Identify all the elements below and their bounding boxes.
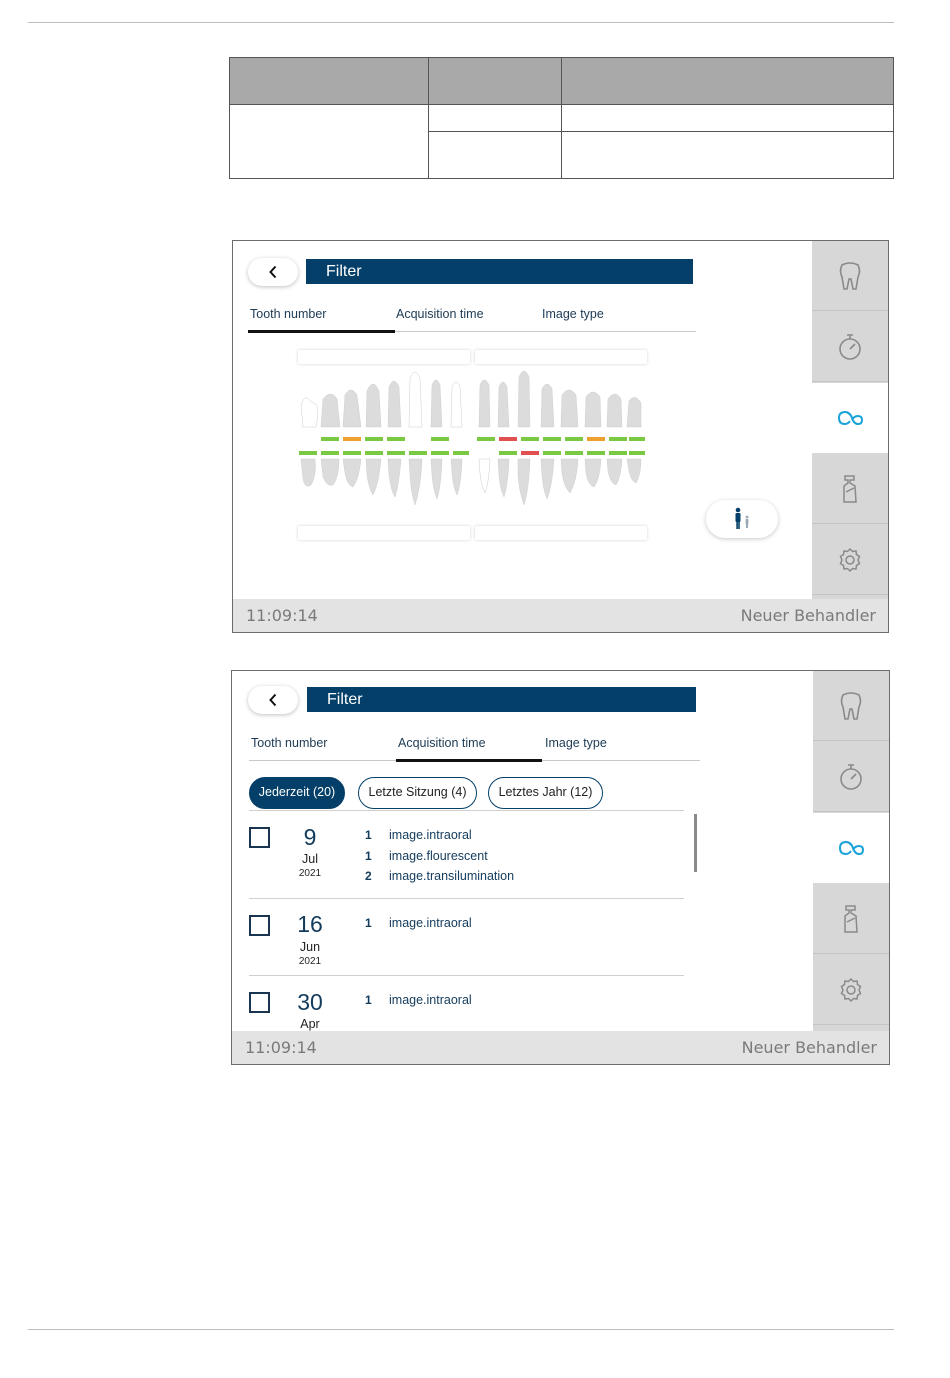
image-type: image.intraoral (389, 828, 472, 842)
tab-tooth-number[interactable]: Tooth number (251, 736, 328, 750)
table-cell (230, 105, 429, 179)
image-type: image.transilumination (389, 869, 515, 883)
image-count: 1 (365, 828, 372, 842)
rail-item-spray[interactable] (812, 454, 888, 524)
infinity-icon (837, 403, 863, 433)
tab-acquisition-time[interactable]: Acquisition time (396, 731, 542, 762)
table-row (230, 105, 894, 132)
back-button[interactable] (248, 686, 298, 714)
lower-teeth (301, 459, 641, 505)
entry-year: 2021 (298, 868, 322, 879)
chip-last-session[interactable]: Letzte Sitzung (4) (358, 777, 477, 809)
status-bar (233, 599, 888, 632)
lower-right-quadrant-bar[interactable] (475, 526, 647, 540)
filter-tabs (248, 302, 696, 332)
tab-image-type[interactable]: Image type (545, 736, 607, 750)
list-divider (249, 810, 684, 811)
tooth-icon (837, 261, 863, 291)
rail-item-infinity[interactable] (813, 813, 889, 883)
spray-bottle-icon (837, 474, 863, 504)
table-cell (562, 132, 894, 179)
table-header-row (230, 58, 894, 105)
image-count: 1 (365, 849, 372, 863)
lower-left-quadrant-bar[interactable] (298, 526, 470, 540)
rail-item-tooth[interactable] (812, 241, 888, 311)
page-title: Filter (306, 259, 693, 284)
rail-item-timer[interactable] (813, 742, 889, 812)
rail-item-settings[interactable] (813, 955, 889, 1025)
side-rail (812, 241, 888, 599)
rail-item-tooth[interactable] (813, 671, 889, 741)
tab-image-type[interactable]: Image type (542, 307, 604, 321)
chevron-left-icon (268, 693, 278, 707)
clock: 11:09:14 (245, 1038, 317, 1057)
upper-teeth (301, 371, 641, 427)
spray-bottle-icon (838, 904, 864, 934)
tooth-icon (838, 691, 864, 721)
gear-icon (838, 975, 864, 1005)
gear-icon (837, 545, 863, 575)
current-user: Neuer Behandler (740, 606, 876, 625)
filter-tabs (249, 731, 700, 761)
dental-chart[interactable] (293, 365, 653, 525)
rail-item-settings[interactable] (812, 525, 888, 595)
stopwatch-icon (837, 332, 863, 362)
table-header-cell (429, 58, 562, 105)
entry-year: 2021 (298, 956, 322, 967)
table-header-cell (562, 58, 894, 105)
entry-month: Jun (299, 940, 321, 954)
tab-tooth-number[interactable]: Tooth number (248, 302, 395, 333)
image-type: image.intraoral (389, 993, 472, 1007)
list-scrollbar[interactable] (694, 814, 697, 872)
rail-item-infinity[interactable] (812, 383, 888, 453)
image-type: image.intraoral (389, 916, 472, 930)
image-count: 1 (365, 993, 372, 1007)
side-rail (813, 671, 889, 1031)
table-cell (429, 132, 562, 179)
entry-day: 9 (303, 824, 317, 850)
chip-last-year[interactable]: Letztes Jahr (12) (488, 777, 603, 809)
header-rule (28, 22, 894, 23)
entry-month: Apr (300, 1017, 320, 1031)
back-button[interactable] (248, 258, 298, 286)
current-user: Neuer Behandler (741, 1038, 877, 1057)
entry-checkbox[interactable] (249, 992, 270, 1013)
rail-item-timer[interactable] (812, 312, 888, 382)
table-header-cell (230, 58, 429, 105)
upper-right-quadrant-bar[interactable] (475, 350, 647, 364)
status-bar (232, 1031, 889, 1064)
screenshot-acquisition-filter (231, 670, 890, 1065)
list-divider (249, 975, 684, 976)
image-count: 1 (365, 916, 372, 930)
chevron-left-icon (268, 265, 278, 279)
clock: 11:09:14 (246, 606, 318, 625)
entry-day: 30 (297, 989, 323, 1015)
footer-rule (28, 1329, 894, 1330)
document-table (229, 57, 894, 179)
patient-view-button[interactable] (706, 500, 778, 538)
infinity-icon (838, 833, 864, 863)
table-cell (562, 105, 894, 132)
table-cell (429, 105, 562, 132)
entry-checkbox[interactable] (249, 827, 270, 848)
chip-anytime[interactable]: Jederzeit (20) (249, 777, 345, 809)
screenshot-tooth-filter (232, 240, 889, 633)
entry-month: Jul (302, 852, 318, 866)
list-divider (249, 898, 684, 899)
stopwatch-icon (838, 762, 864, 792)
page-title: Filter (307, 687, 696, 712)
tab-acquisition-time[interactable]: Acquisition time (396, 307, 484, 321)
tooth-status-markers (299, 437, 645, 455)
rail-item-spray[interactable] (813, 884, 889, 954)
image-type: image.flourescent (389, 849, 488, 863)
entry-day: 16 (297, 911, 323, 937)
person-icon (730, 507, 754, 531)
image-count: 2 (365, 869, 372, 883)
entry-checkbox[interactable] (249, 915, 270, 936)
upper-left-quadrant-bar[interactable] (298, 350, 470, 364)
